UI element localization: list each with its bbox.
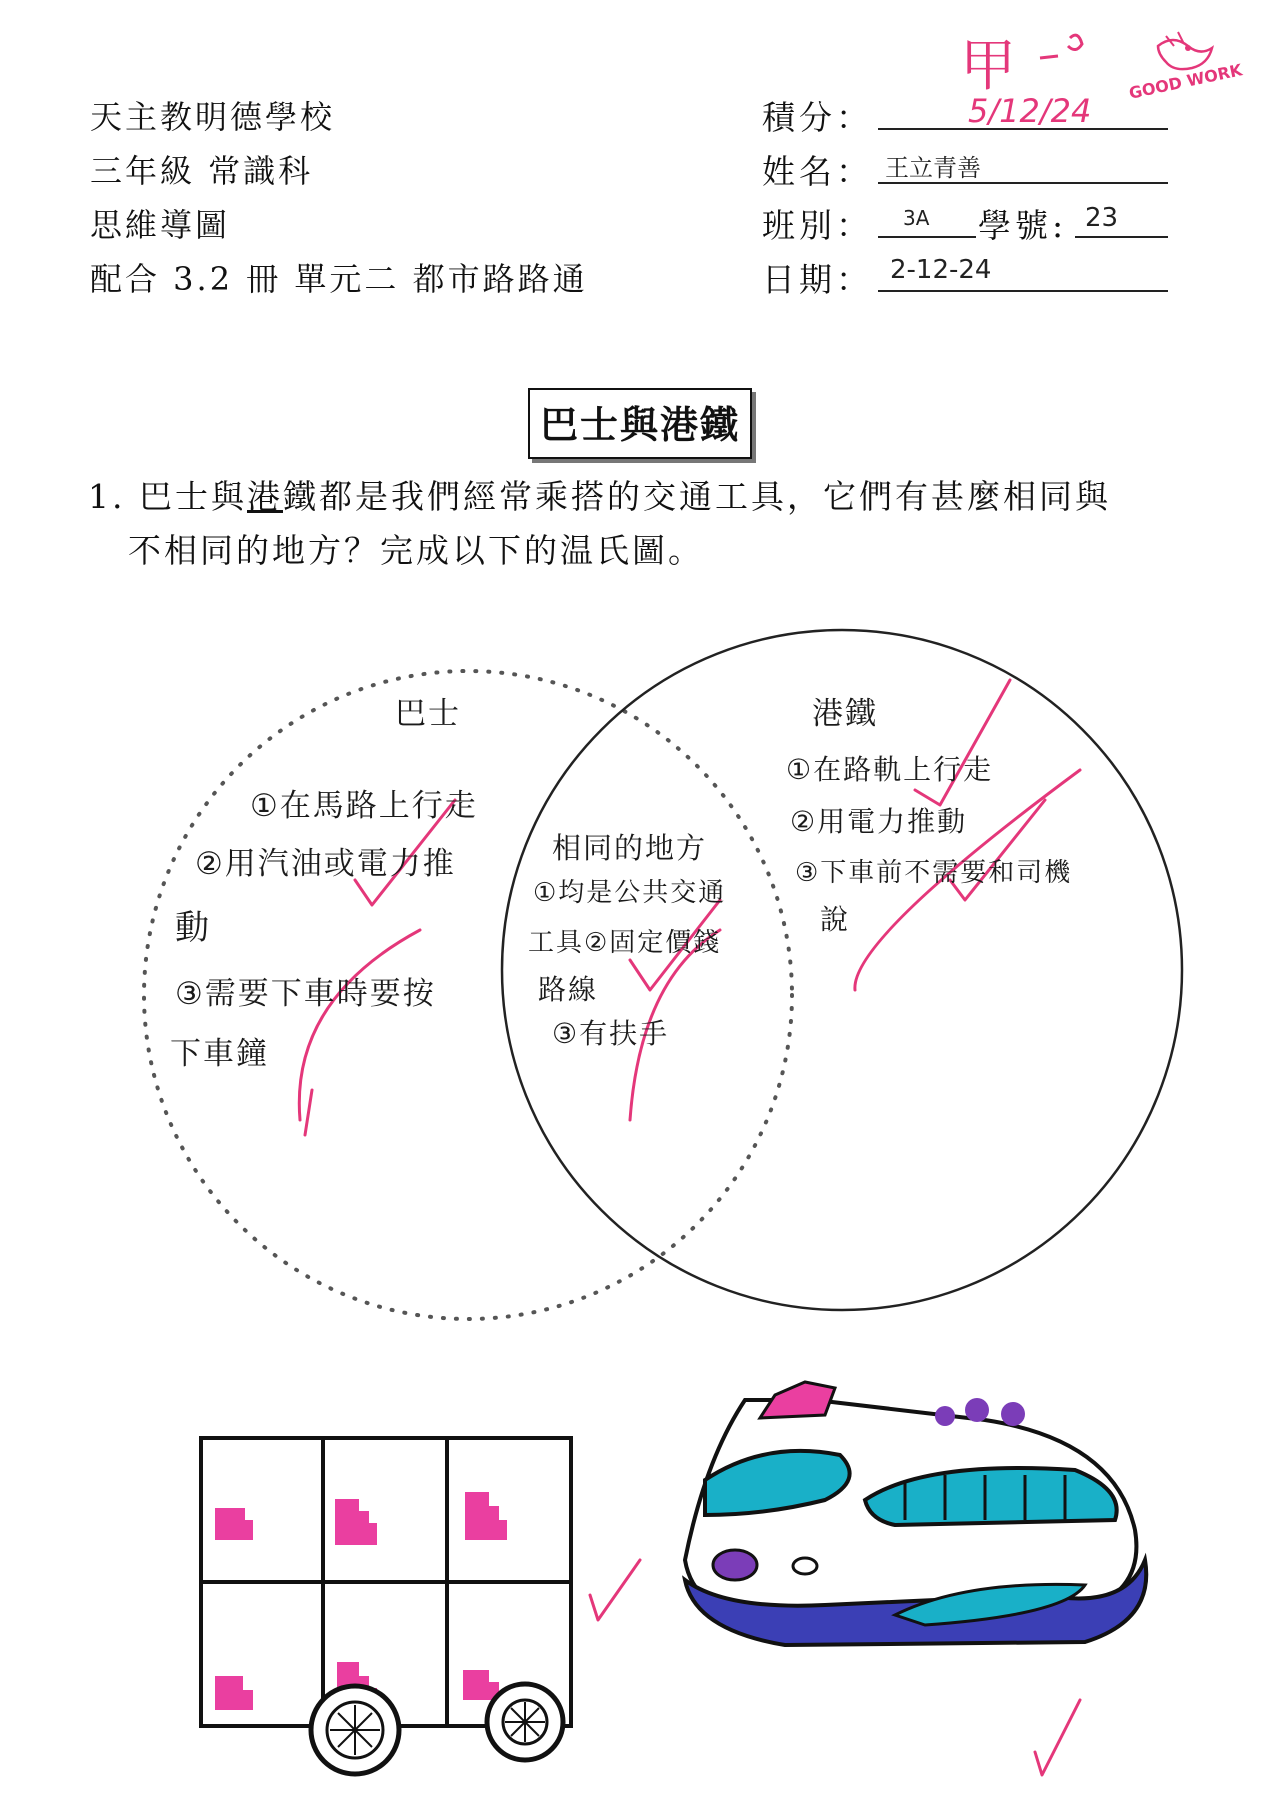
venn-middle-title: 相同的地方	[552, 831, 708, 865]
date-value: 2-12-24	[890, 255, 992, 285]
mtr-item: ②用電力推動	[790, 805, 968, 838]
bus-item: ③需要下車時要按	[175, 976, 436, 1012]
student-no-label: 學號:	[978, 206, 1068, 245]
common-item: 工具②固定價錢	[528, 928, 722, 958]
worksheet-title: 巴士與港鐵	[528, 388, 752, 459]
bus-item: ②用汽油或電力推	[195, 846, 456, 882]
bus-item: 下車鐘	[170, 1036, 269, 1072]
common-item: ③有扶手	[552, 1017, 670, 1050]
grade-subject: 三年級 常識科	[90, 152, 314, 190]
common-item: ①均是公共交通	[533, 878, 727, 908]
check-mark	[299, 930, 420, 1120]
venn-right-title: 港鐵	[812, 696, 878, 732]
teacher-marked-date: 5/12/24	[968, 92, 1092, 130]
question-underlined: 港	[247, 477, 283, 516]
worksheet-type: 思維導圖	[90, 206, 231, 244]
mtr-item: ③下車前不需要和司機	[795, 858, 1073, 888]
date-label: 日期：	[762, 260, 873, 299]
stamp-text: GOOD WORK	[1127, 60, 1244, 103]
venn-left-title: 巴士	[395, 696, 461, 732]
train-drawing	[665, 1380, 1165, 1670]
bus-drawing	[195, 1430, 595, 1790]
mtr-item: ①在路軌上行走	[786, 753, 994, 786]
question-part-a: 巴士與	[139, 477, 247, 516]
check-mark	[590, 1560, 640, 1620]
check-mark	[1035, 1700, 1080, 1775]
school-name: 天主教明德學校	[90, 98, 336, 136]
question-part-b: 鐵都是我們經常乘搭的交通工具，它們有甚麼相同與	[283, 477, 1111, 516]
question-number: 1.	[88, 477, 126, 516]
mtr-item: 說	[820, 903, 851, 936]
class-label: 班別：	[762, 206, 873, 245]
teacher-grade: 甲	[960, 34, 1016, 99]
bus-item: 動	[175, 908, 211, 948]
name-label: 姓名：	[762, 152, 873, 191]
class-value: 3A	[903, 206, 930, 230]
check-mark	[305, 1090, 312, 1135]
common-item: 路線	[538, 973, 599, 1006]
name-value: 王立青善	[885, 154, 981, 182]
unit-info: 配合 3.2 冊 單元二 都市路路通	[90, 260, 588, 298]
score-label: 積分：	[762, 98, 873, 137]
student-no-value: 23	[1085, 203, 1119, 233]
bus-item: ①在馬路上行走	[250, 788, 478, 824]
question-line-2: 不相同的地方？完成以下的温氏圖。	[128, 531, 704, 570]
